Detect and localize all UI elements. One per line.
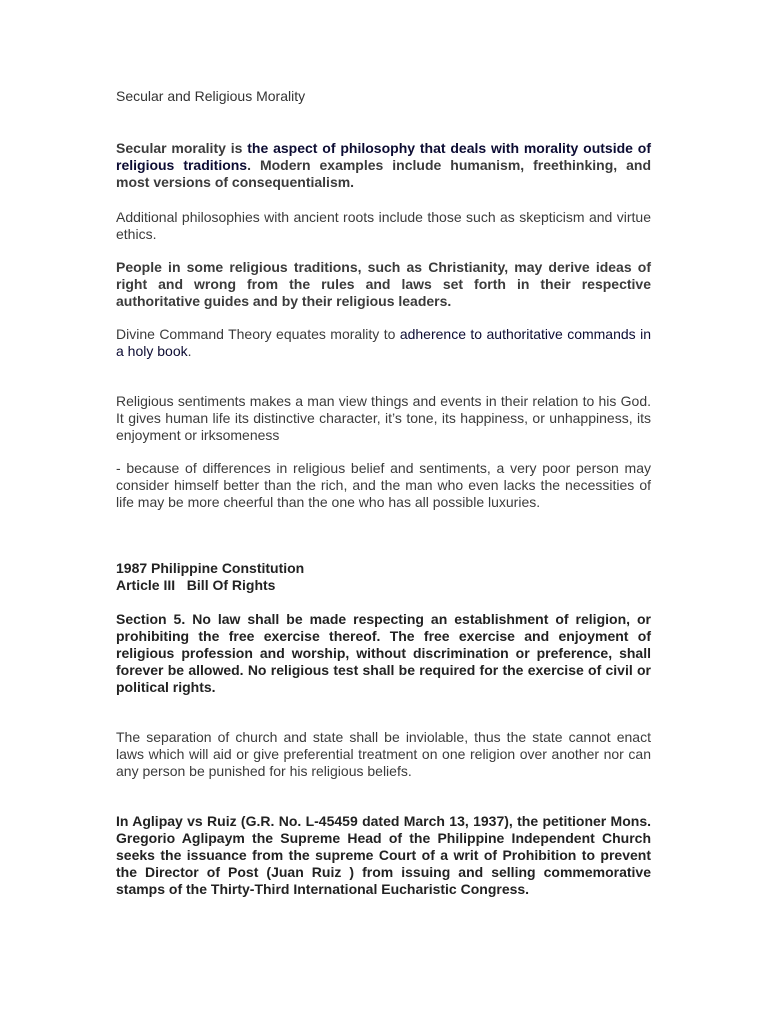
paragraph-secular-morality	[116, 140, 651, 191]
constitution-heading	[116, 560, 651, 594]
paragraph-religious-traditions: People in some religious traditions, such as Christianity, may derive ideas of right and wrong from the rules and laws set forth in their respective authoritative guides and by their religious leaders.	[116, 259, 651, 309]
constitution-title: 1987 Philippine Constitution	[116, 560, 305, 576]
paragraph-section-5: Section 5. No law shall be made respecting an establishment of religion, or prohibiting the free exercise thereof. The free exercise and enjoyment of religious profession and worship, without discrimination or preference, shall forever be allowed. No religious test shall be required for the exercise of civil or political rights.	[116, 611, 651, 695]
document-title: Secular and Religious Morality	[116, 88, 306, 104]
secular-tail: . Modern examples include humanism, freethinking, and most versions of consequentialism.	[116, 157, 652, 190]
document-page	[116, 88, 651, 898]
paragraph-separation: The separation of church and state shall be inviolable, thus the state cannot enact laws which will aid or give preferential treatment on one religion over another nor can any person be punished for his religious beliefs.	[116, 729, 651, 779]
paragraph-additional-philosophies: Additional philosophies with ancient roots include those such as skepticism and virtue ethics.	[116, 209, 651, 242]
paragraph-divine-command	[116, 326, 651, 360]
secular-lead: Secular morality is	[116, 140, 248, 156]
paragraph-aglipay-vs-ruiz: In Aglipay vs Ruiz (G.R. No. L-45459 dated March 13, 1937), the petitioner Mons. Gregorio Aglipaym the Supreme Head of the Philippine Independent Church seeks the issuance from the supreme Court of a writ of Prohibition to prevent the Director of Post (Juan Ruiz ) from issuing and selling commemorative stamps of the Thirty-Third International Eucharistic Congress.	[116, 813, 651, 897]
paragraph-differences: - because of differences in religious belief and sentiments, a very poor person may consider himself better than the rich, and the man who even lacks the necessities of life may be more cheerful than the one who has all possible luxuries.	[116, 460, 651, 510]
divine-tail: .	[187, 343, 192, 359]
article-title: Article III Bill Of Rights	[116, 577, 276, 593]
secular-highlight: the aspect of philosophy that deals with morality outside of religious traditions	[116, 140, 651, 173]
divine-highlight: adherence to authoritative commands in a holy book	[116, 326, 651, 359]
divine-lead: Divine Command Theory equates morality to	[116, 326, 400, 342]
paragraph-religious-sentiments: Religious sentiments makes a man view things and events in their relation to his God. It gives human life its distinctive character, it’s tone, its happiness, or unhappiness, its enjoyment or irksomeness	[116, 393, 651, 443]
